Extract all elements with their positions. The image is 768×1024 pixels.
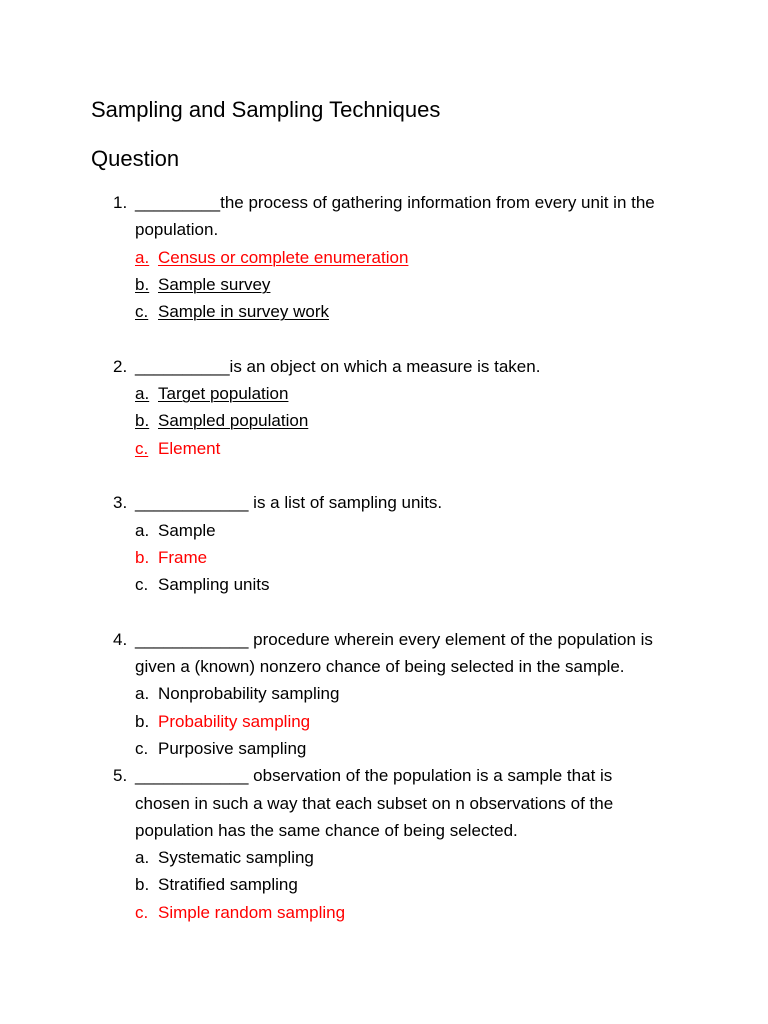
option-c <box>0 435 768 462</box>
option-text: Nonprobability sampling <box>158 684 340 704</box>
option-a <box>0 844 768 871</box>
question-number: 4. <box>113 629 128 649</box>
option-letter: c. <box>135 738 149 758</box>
option-text: Sample survey <box>158 274 271 294</box>
option-letter: b. <box>135 411 150 431</box>
option-c <box>0 899 768 926</box>
question-stem-line: given a (known) nonzero chance of being selected in the sample. <box>135 657 625 677</box>
option-a <box>0 517 768 544</box>
question-stem-line: chosen in such a way that each subset on n observations of the <box>135 793 614 813</box>
option-text: Census or complete enumeration <box>158 247 409 267</box>
option-letter: c. <box>135 302 149 322</box>
option-letter-cell <box>135 517 158 544</box>
option-letter-cell <box>135 407 158 434</box>
option-b <box>0 271 768 298</box>
question-5 <box>0 762 768 926</box>
option-text: Stratified sampling <box>158 875 298 895</box>
option-letter: a. <box>135 384 150 404</box>
option-letter: a. <box>135 684 150 704</box>
option-letter: c. <box>135 575 149 595</box>
option-text: Systematic sampling <box>158 848 314 868</box>
option-letter: b. <box>135 875 150 895</box>
option-text: Sample <box>158 520 216 540</box>
option-letter-cell <box>135 571 158 598</box>
question-stem-line: population has the same chance of being selected. <box>135 820 518 840</box>
option-letter-cell <box>135 844 158 871</box>
option-letter-cell <box>135 435 158 462</box>
option-letter-cell <box>135 298 158 325</box>
option-text: Frame <box>158 547 208 567</box>
question-stem-line: population. <box>135 220 219 240</box>
option-a <box>0 680 768 707</box>
document-title: Sampling and Sampling Techniques <box>91 97 441 122</box>
option-letter: c. <box>135 438 149 458</box>
question-stem-line: __________is an object on which a measure is taken. <box>135 356 541 376</box>
option-letter: b. <box>135 711 150 731</box>
option-letter: c. <box>135 902 149 922</box>
option-letter-cell <box>135 680 158 707</box>
option-letter-cell <box>135 899 158 926</box>
option-letter: a. <box>135 247 150 267</box>
option-text: Probability sampling <box>158 711 311 731</box>
option-letter-cell <box>135 871 158 898</box>
option-letter-cell <box>135 735 158 762</box>
question-number: 3. <box>113 493 128 513</box>
option-c <box>0 735 768 762</box>
question-stem-line: ____________ observation of the population is a sample that is <box>135 766 613 786</box>
option-c <box>0 571 768 598</box>
option-a <box>0 380 768 407</box>
question-number: 1. <box>113 193 128 212</box>
question-2 <box>0 353 768 462</box>
option-letter: b. <box>135 547 150 567</box>
option-text: Purposive sampling <box>158 738 307 758</box>
option-letter: a. <box>135 520 150 540</box>
option-letter-cell <box>135 544 158 571</box>
option-letter-cell <box>135 380 158 407</box>
question-number: 2. <box>113 356 128 376</box>
option-letter: b. <box>135 274 150 294</box>
option-c <box>0 298 768 325</box>
question-stem-line: _________the process of gathering information from every unit in the <box>135 193 655 212</box>
option-text: Sampling units <box>158 575 270 595</box>
option-letter-cell <box>135 271 158 298</box>
question-list <box>0 189 768 953</box>
question-3 <box>0 489 768 598</box>
option-b <box>0 708 768 735</box>
section-heading: Question <box>91 146 180 171</box>
option-text: Sample in survey work <box>158 302 330 322</box>
question-4 <box>0 626 768 762</box>
option-letter-cell <box>135 708 158 735</box>
option-b <box>0 871 768 898</box>
option-text: Simple random sampling <box>158 902 346 922</box>
option-b <box>0 544 768 571</box>
question-1 <box>0 189 768 325</box>
option-text: Sampled population <box>158 411 309 431</box>
question-stem-line: ____________ is a list of sampling units. <box>135 493 443 513</box>
question-number: 5. <box>113 766 128 786</box>
option-text: Element <box>158 438 221 458</box>
option-text: Target population <box>158 384 289 404</box>
option-b <box>0 407 768 434</box>
option-letter: a. <box>135 848 150 868</box>
option-letter-cell <box>135 244 158 271</box>
question-stem-line: ____________ procedure wherein every element of the population is <box>135 629 653 649</box>
option-a <box>0 244 768 271</box>
